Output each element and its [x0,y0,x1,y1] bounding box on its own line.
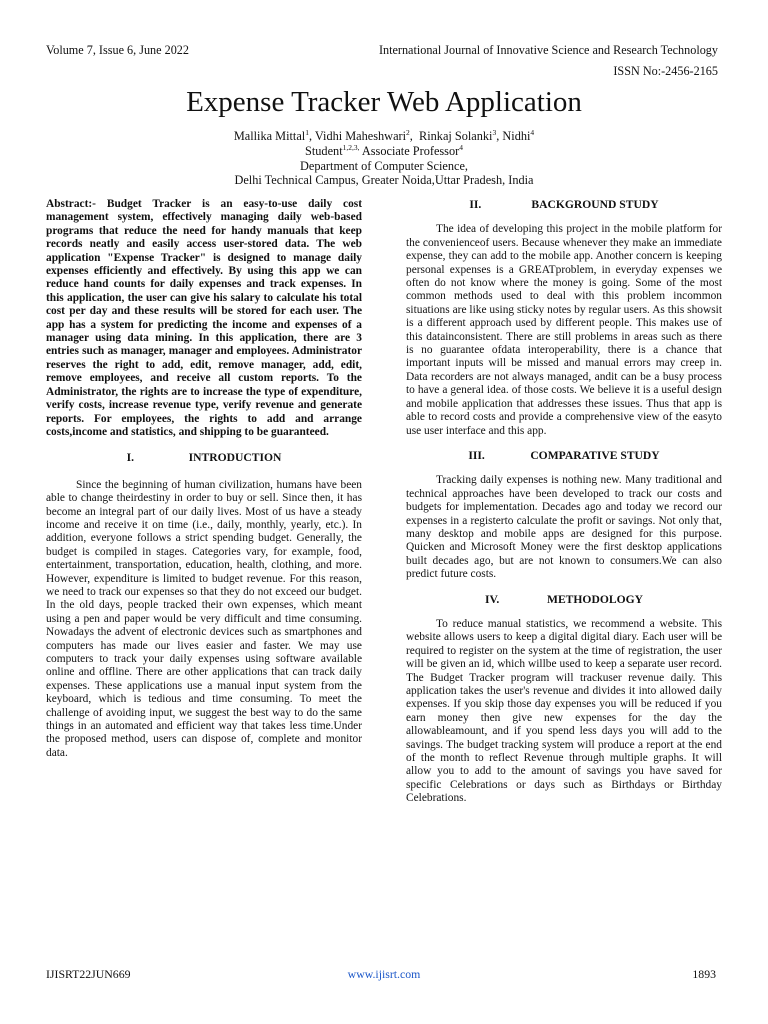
department: Department of Computer Science, [299,158,468,173]
volume-issue: Volume 7, Issue 6, June 2022 [46,43,189,57]
author-3: Rinkaj Solanki [419,129,493,143]
author-4: Nidhi [502,129,531,143]
methodology-text: To reduce manual statistics, we recommend a website. This website allows users to keep a digital digital diary. Each user will be required to register on the system at the time of registration, the user will be given an id, which willbe used to keep a separate user record. The Budget Tracker program will trackuser revenue daily. This application takes the user's revenue and divides it into allowed daily expenses. If you skip those day expenses you will be reduced if you earn money then give new expenses for the day the allowableamount, and if you spend less days you will add to the savings. The budget tracking system will produce a report at the end of the month to reflect Revenue through multiple graphs. It will allow you to add to the amount of savings you have saved for specific Celebrations or days such as Birthdays or Birthday Celebrations. [406,617,722,805]
section-heading-methodology: IV. METHODOLOGY [485,592,643,606]
author-roles: Student$^{1,2,3,}$ Associate Professor$^4$ [305,142,463,158]
right-column [406,198,722,806]
author-1: Mallika Mittal [233,129,306,143]
paper-title: Expense Tracker Web Application [186,86,582,118]
section-heading-comparative: III. COMPARATIVE STUDY [468,448,660,462]
page-number: 1893 [692,967,716,981]
author-2: Vidhi Maheshwari [314,129,407,143]
section-heading-background: II. BACKGROUND STUDY [469,198,659,211]
section-heading-introduction: I. INTRODUCTION [126,451,282,465]
introduction-text: Since the beginning of human civilization, humans have been able to change theirdestiny in order to buy or sell. Since then, it has become an integral part of our daily lives. Most of us have a steady income and receive it on time (i.e., daily, monthly, yearly, etc.). In addition, everyone follows a strict spending budget. Generally, the budget is compiled in stages. Categories vary, for example, food, entertainment, transportation, education, health, clothing, and more. However, expenditure is limited to budget revenue. For this reason, we need to track our expenses so that they do not exceed our budget. In the old days, people tracked their own expenses, which meant using a pen and paper would be very difficult and time consuming. Nowadays the advent of electronic devices such as smartphones and computers has made our lives easier and faster. We may use computers to track your daily expenses using software available online and offline. There are other applications that can track daily expenses. These applications use a manual input system from the keyboard, which is tedious and time consuming. To meet the challenge of avoiding input, we suggest the best way to do the same things in an automated and efficient way that takes less time.Under the proposed method, users can dispose of, complete and monitor data. [46,478,362,759]
author-block [0,129,768,188]
abstract: Abstract:- Budget Tracker is an easy-to-use daily cost management system, effectively managing daily web-based programs that reduce the need for handy manuals that keep records neatly and easily access user-stored data. The web application "Expense Tracker" is designed to manage daily expenses efficiently and effectively. By using this app we can reduce hand counts for daily expenses and track expenses. In this application, the user can give his salary to calculate his total cost per day and these results will be stored for each user. The app has a system for predicting the income and expenses of a manager using data mining. In this application, there are 3 entries such as manager, manager and employees. Administrator reserves the right to add, edit, remove manager, add, edit, remove employees, and receive all custom reports. To the Administrator, the rights are to increase the type of expenditure, verify costs, increase revenue type, verify revenue and generate reports. For employees, the rights to add and arrange costs,income and statistics, and shipping to be guaranteed. [46,198,362,438]
campus: Delhi Technical Campus, Greater Noida,Uttar Pradesh, India [234,173,534,188]
journal-url-link[interactable]: www.ijisrt.com [347,967,421,981]
paper-code: IJISRT22JUN669 [46,967,131,981]
journal-name: International Journal of Innovative Science and Research Technology [378,43,718,57]
author-line: Mallika Mittal$^1$, Vidhi Maheshwari$^2$, Rinkaj Solanki$^3$, Nidhi$^4$ [233,127,535,143]
left-column [46,198,362,760]
background-text: The idea of developing this project in the mobile platform for the convenienceof users. Because whenever they make an immediate expense, they can add to the mobile app. Another concern is keeping personal expenses is a GREATproblem, in everyday expenses we often do not know where the money is going. Some of the most common methods used to deal with this problem incommon situations are like using sticky notes by regular users. As this showsit is a different approach used by different people. This makes use of this datainconsistent. There are still problems in areas such as there is no guarantee ofdata interoperability, there is a chance that important inputs will be missed and manual errors may creep in. Data recorders are not always managed, andit can be a busy process to have a general idea. of those costs. We believe it is a useful design and mobile application that addresses these issues. Thus that app is able to record costs and provide a comprehensive view of the easyto use user interface and this app. [406,223,722,437]
comparative-text: Tracking daily expenses is nothing new. Many traditional and technical approaches have been developed to track our costs and budgets for implementation. Decades ago and today we record our expenses in a registerto calculate the profit or savings. Not only that, many desktop and mobile apps are designed for this purpose. Quicken and Microsoft Money were the first desktop applications built decades ago, but are not known to consumers.We can also predict future costs. [406,474,722,581]
issn: ISSN No:-2456-2165 [613,64,718,78]
